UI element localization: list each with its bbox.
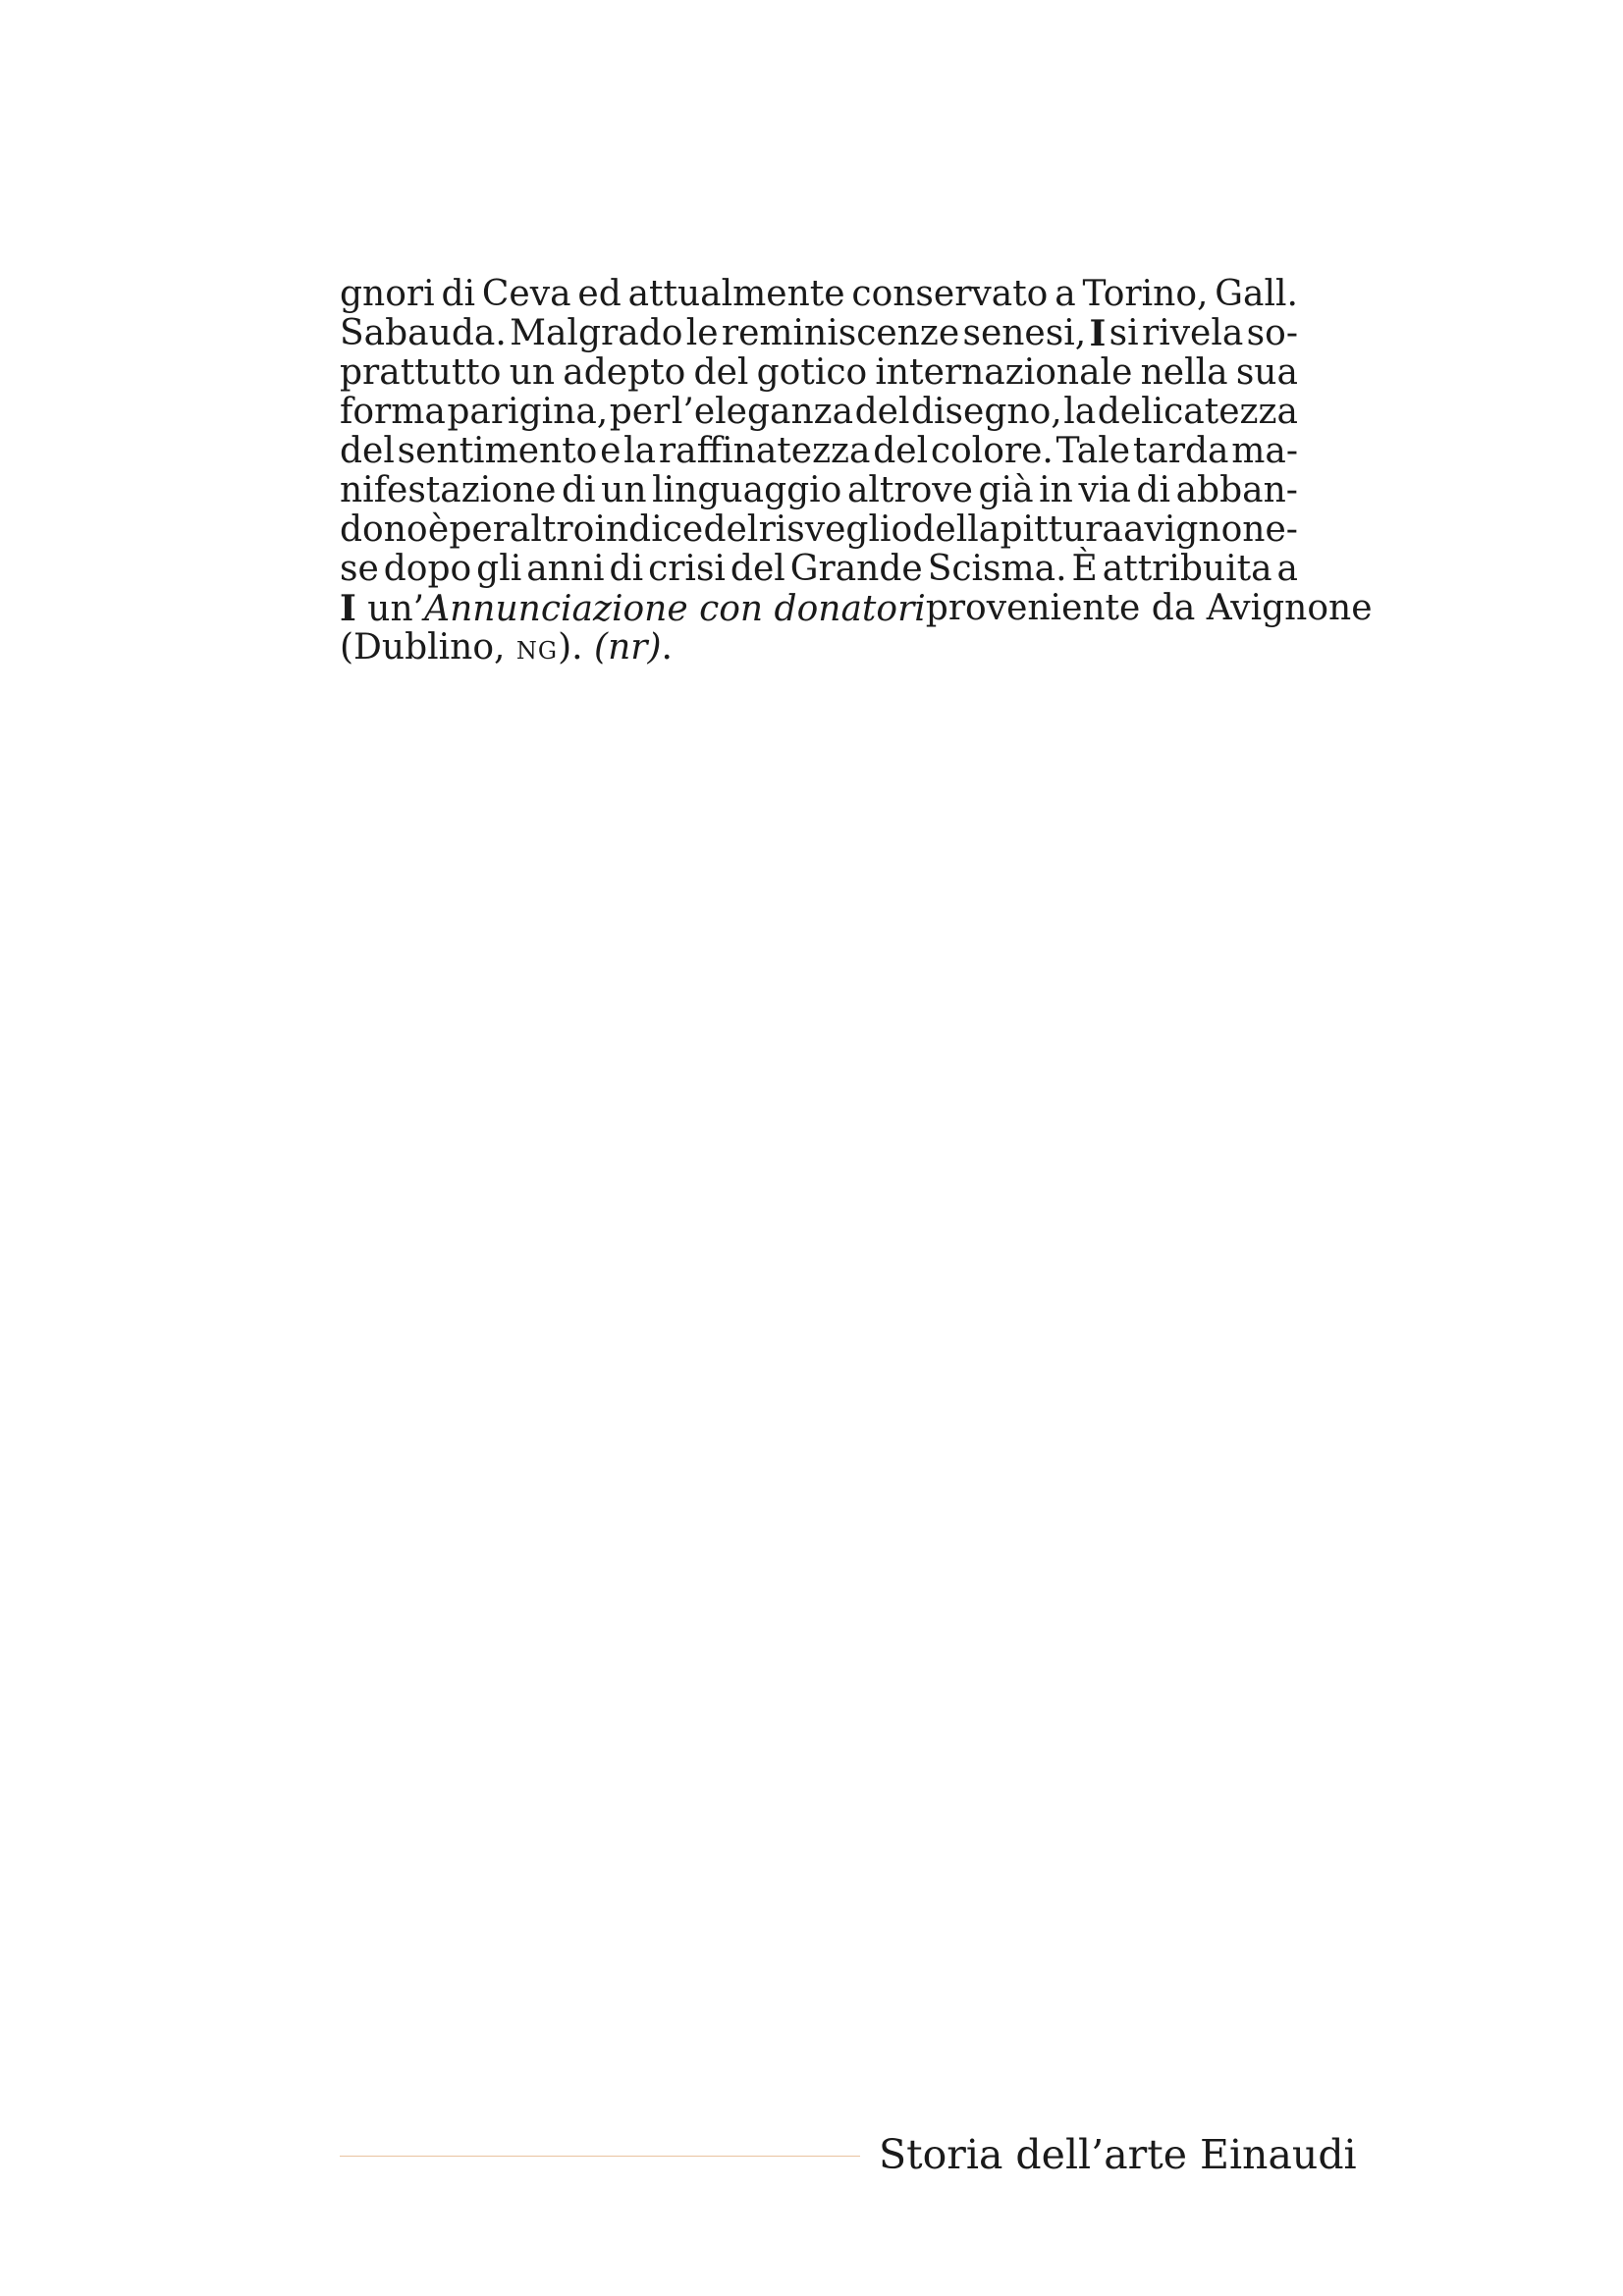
text-line-1	[340, 275, 1298, 314]
word: avignone-	[1123, 509, 1298, 550]
word: a	[1055, 274, 1076, 314]
word: crisi	[648, 549, 726, 589]
word: già	[978, 470, 1034, 510]
word: del	[340, 431, 395, 471]
body-paragraph	[340, 274, 1373, 667]
text-line-2-end-b: rivela	[1142, 313, 1244, 353]
text-line-9-pre: un’	[367, 589, 425, 629]
word: sentimento	[397, 431, 598, 471]
word: del	[703, 509, 759, 550]
word: attualmente	[627, 274, 845, 314]
text-line-10	[340, 628, 1298, 667]
word: ed	[577, 274, 622, 314]
word: la	[623, 431, 657, 471]
word: colore.	[930, 431, 1054, 471]
museum-abbrev: NG	[515, 637, 559, 665]
word: gli	[476, 549, 522, 589]
artist-initial-2: I	[340, 588, 356, 629]
text-line-9-end: proveniente da Avignone	[925, 588, 1373, 628]
text-line-5	[340, 432, 1298, 471]
text-line-9	[340, 588, 1373, 629]
word: risveglio	[758, 509, 913, 550]
word: se	[340, 549, 379, 589]
word: di	[609, 549, 644, 589]
word: attribuita	[1102, 549, 1272, 589]
text-line-10-mid: ).	[558, 627, 583, 667]
word: linguaggio	[652, 470, 842, 510]
word: Gall.	[1215, 274, 1298, 314]
word: conservato	[851, 274, 1049, 314]
word: del	[873, 431, 929, 471]
text-line-2-end-a: si	[1109, 313, 1139, 353]
word: disegno,	[911, 392, 1062, 432]
word: l’eleganza	[671, 392, 854, 432]
word: parigina,	[447, 392, 609, 432]
word: reminiscenze	[721, 313, 960, 353]
word: dopo	[383, 549, 472, 589]
word: di	[441, 274, 476, 314]
artist-initial: I	[1089, 313, 1107, 354]
word: un	[601, 470, 647, 510]
word: nella	[1140, 352, 1228, 393]
word: gnori	[340, 274, 435, 314]
word: via	[1078, 470, 1131, 510]
word: prattutto	[340, 352, 502, 393]
word: di	[1136, 470, 1170, 510]
word: delicatezza	[1097, 392, 1298, 432]
word: anni	[526, 549, 605, 589]
word: tarda	[1132, 431, 1229, 471]
word: Ceva	[481, 274, 571, 314]
text-line-4	[340, 393, 1298, 432]
author-initials: (nr)	[594, 627, 662, 667]
word: gotico	[756, 352, 868, 393]
word: per	[609, 392, 671, 432]
word: dono	[340, 509, 428, 550]
word: del	[730, 549, 785, 589]
footer-title: Storia dell’arte Einaudi	[879, 2131, 1357, 2178]
artwork-title: Annunciazione con donatori	[424, 589, 926, 629]
word: altrove	[846, 470, 973, 510]
word: È	[1071, 549, 1098, 589]
word: pittura	[1000, 509, 1123, 550]
word: del	[854, 392, 910, 432]
word: abban-	[1175, 470, 1298, 510]
word: a	[1276, 549, 1298, 589]
word: senesi,	[962, 313, 1087, 353]
word: e	[600, 431, 622, 471]
word: sua	[1235, 352, 1298, 393]
word: in	[1039, 470, 1073, 510]
word: nifestazione	[340, 470, 557, 510]
text-line-8	[340, 550, 1298, 589]
word: raffinatezza	[658, 431, 871, 471]
word: internazionale	[875, 352, 1133, 393]
footer-rule	[340, 2156, 860, 2157]
word: adepto	[563, 352, 686, 393]
word: della	[912, 509, 1001, 550]
text-line-2-end-c: so-	[1246, 313, 1298, 353]
word: di	[562, 470, 596, 510]
word: Scisma.	[927, 549, 1067, 589]
word: Sabauda.	[340, 313, 507, 353]
text-line-6	[340, 471, 1298, 510]
word: forma	[340, 392, 446, 432]
text-line-10-end: .	[661, 627, 673, 667]
word: indice	[594, 509, 704, 550]
word: è	[427, 509, 450, 550]
word: del	[693, 352, 749, 393]
word: Tale	[1055, 431, 1131, 471]
text-line-7	[340, 510, 1298, 550]
word: le	[685, 313, 719, 353]
text-line-10-pre: (Dublino,	[340, 627, 506, 667]
word: Malgrado	[510, 313, 683, 353]
word: un	[509, 352, 556, 393]
text-line-2	[340, 314, 1298, 353]
word: Torino,	[1082, 274, 1209, 314]
word: Grande	[789, 549, 923, 589]
text-line-3	[340, 353, 1298, 393]
word: la	[1063, 392, 1097, 432]
word: peraltro	[449, 509, 595, 550]
word: ma-	[1231, 431, 1298, 471]
